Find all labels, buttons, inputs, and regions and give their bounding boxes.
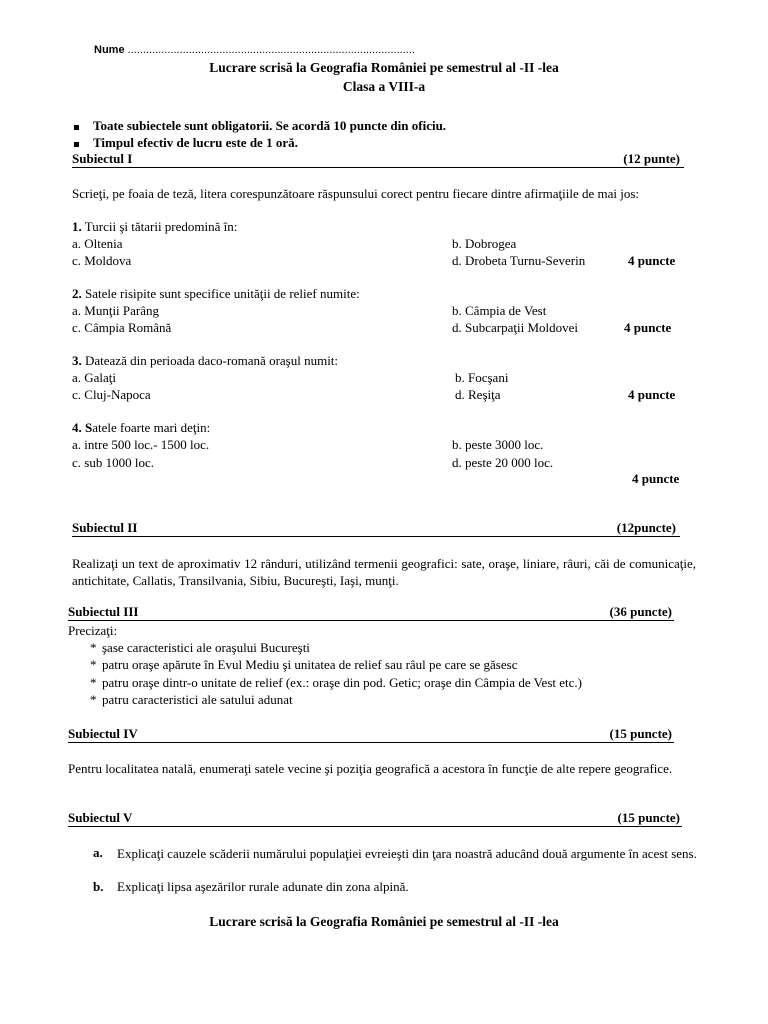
option-b: b. Dobrogea [452,236,517,251]
section-heading-1 [72,151,684,168]
list-item: * patru caracteristici ale satului adunat [90,692,293,707]
option-a: a. Galaţi [72,370,117,385]
option-a: a. Munţii Parâng [72,303,160,318]
list-item: * şase caracteristici ale oraşului Bucureşti [90,640,310,655]
section-5-item-a: Explicaţi cauzele scăderii numărului populaţiei evreieşti din ţara noastră aducând două argumente în acest sens. [117,846,697,861]
section-2-text: Realizaţi un text de aproximativ 12 rânduri, utilizând termenii geografici: sate, oraşe, liniare, râuri, căi de comunicaţie, antichitate, Callatis, Transilvania, Sibiu, Bucureşti, Iaşi, munţi. [72,556,696,588]
section-points: (15 puncte) [617,810,680,825]
option-a: a. intre 500 loc.- 1500 loc. [72,437,210,452]
section-points: (36 puncte) [609,604,672,619]
name-label: Nume [94,44,125,56]
name-line [94,44,415,56]
section-title: Subiectul IV [68,726,138,741]
section-points: (12puncte) [616,520,676,535]
question-3: 3. Datează din perioada daco-romană oraşul numit: [72,353,339,368]
question-2: 2. Satele risipite sunt specifice unităţii de relief numite: [72,286,360,301]
section-heading-2 [72,520,680,537]
section-3-intro: Precizaţi: [68,623,118,638]
option-d: d. Subcarpaţii Moldovei [452,320,579,335]
option-c: c. Câmpia Română [72,320,172,335]
option-c: c. Moldova [72,253,132,268]
option-a: a. Oltenia [72,236,123,251]
section-4-text: Pentru localitatea natală, enumeraţi satele vecine şi poziţia geografică a acestora în funcţie de alte repere geografice. [68,761,673,776]
list-item: * patru oraşe dintr-o unitate de relief (ex.: oraşe din pod. Getic; oraşe din Câmpia de Vest etc.) [90,675,582,690]
instruction-item: Toate subiectele sunt obligatorii. Se acordă 10 puncte din oficiu. [74,118,446,134]
exam-class: Clasa a VIII-a [342,79,426,94]
section-heading-3 [68,604,674,621]
section-heading-4 [68,726,674,743]
section-title: Subiectul V [68,810,133,825]
list-item: * patru oraşe apărute în Evul Mediu şi unitatea de relief sau râul pe care se găsesc [90,657,518,672]
section-5-item-b: Explicaţi lipsa aşezărilor rurale adunate din zona alpină. [117,879,409,894]
section-points: (15 puncte) [609,726,672,741]
option-b: b. Focşani [455,370,509,385]
square-bullet-icon [74,125,79,130]
option-b: b. Câmpia de Vest [452,303,547,318]
option-b: b. peste 3000 loc. [452,437,544,452]
section-points: (12 punte) [623,151,680,166]
footer-title: Lucrare scrisă la Geografia României pe semestrul al -II -lea [209,914,559,929]
question-1: 1. Turcii şi tătarii predomină în: [72,219,238,234]
option-d: d. peste 20 000 loc. [452,455,554,470]
instruction-item: Timpul efectiv de lucru este de 1 oră. [74,135,298,151]
question-points: 4 puncte [628,387,676,402]
question-points: 4 puncte [628,253,676,268]
option-c: c. sub 1000 loc. [72,455,154,470]
section-title: Subiectul III [68,604,139,619]
square-bullet-icon [74,142,79,147]
section-1-intro: Scrieţi, pe foaia de teză, litera corespunzătoare răspunsului corect pentru fiecare dintre afirmaţiile de mai jos: [72,186,640,201]
option-d: d. Reşiţa [455,387,501,402]
question-4: 4. Satele foarte mari deţin: [72,420,211,435]
section-title: Subiectul I [72,151,133,166]
item-label: a. [93,845,103,860]
option-d: d. Drobeta Turnu-Severin [452,253,586,268]
section-title: Subiectul II [72,520,138,535]
section-heading-5 [68,810,682,827]
option-c: c. Cluj-Napoca [72,387,151,402]
item-label: b. [93,879,104,894]
name-dots: .............................................................................................. [127,44,415,56]
exam-title: Lucrare scrisă la Geografia României pe semestrul al -II -lea [209,60,559,75]
question-points: 4 puncte [624,320,672,335]
question-points: 4 puncte [632,471,680,486]
